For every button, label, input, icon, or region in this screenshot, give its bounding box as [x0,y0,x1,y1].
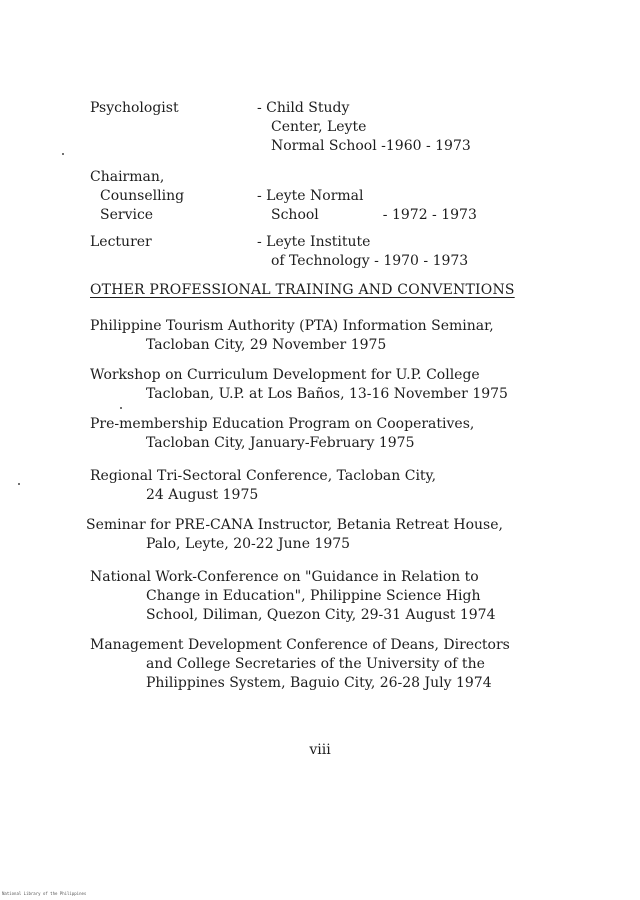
entry-continuation-line: Tacloban City, 29 November 1975 [146,337,387,353]
position-detail-line: - Child Study [257,100,350,116]
entry-first-line: Philippine Tourism Authority (PTA) Information Seminar, [90,318,494,334]
scan-speck [18,483,20,485]
position-title-line: Psychologist [90,100,179,116]
position-detail-leyte-institute [257,233,468,271]
training-entry [86,516,536,554]
position-detail-leyte-normal [257,187,477,225]
position-detail-dates: - 1970 - 1973 [374,253,469,269]
position-title-psychologist [90,99,179,118]
scan-speck [120,407,122,409]
entry-continuation-line: Change in Education", Philippine Science High [146,588,481,604]
training-entry [90,317,540,355]
position-detail-child-study [257,99,471,156]
position-title-line: Counselling [100,188,185,204]
training-entry [90,568,540,625]
entry-first-line: Regional Tri-Sectoral Conference, Tacloban City, [90,468,437,484]
training-entry [90,415,540,453]
entry-continuation-line: Tacloban City, January-February 1975 [146,435,415,451]
entry-first-line: National Work-Conference on "Guidance in Relation to [90,569,479,585]
training-entry [90,636,540,693]
training-entry [90,467,540,505]
entry-first-line: Workshop on Curriculum Development for U.P. College [90,367,480,383]
training-entry [90,366,540,404]
section-heading: OTHER PROFESSIONAL TRAINING AND CONVENTIONS [90,282,515,298]
entry-continuation-line: Palo, Leyte, 20-22 June 1975 [146,536,351,552]
position-detail-line: - Leyte Normal [257,188,364,204]
page-number: viii [309,742,331,758]
entry-continuation-line: Philippines System, Baguio City, 26-28 July 1974 [146,675,492,691]
entry-continuation-line: School, Diliman, Quezon City, 29-31 August 1974 [146,607,496,623]
position-detail-line: Normal School -1960 - 1973 [271,138,471,154]
entry-continuation-line: and College Secretaries of the University of the [146,656,485,672]
position-title-line: Lecturer [90,234,152,250]
position-detail-line: School [271,207,319,223]
position-detail-line: - Leyte Institute [257,234,371,250]
position-title-line: Service [100,207,154,223]
position-detail-line: Center, Leyte [271,119,367,135]
entry-first-line: Pre-membership Education Program on Cooperatives, [90,416,475,432]
position-title-chairman [90,168,184,225]
position-detail-dates: - 1972 - 1973 [382,207,477,223]
position-detail-line: of Technology [271,253,370,269]
footer-note: National Library of the Philippines [2,891,87,896]
position-title-lecturer [90,233,152,252]
entry-first-line: Management Development Conference of Deans, Directors [90,637,510,653]
position-title-line: Chairman, [90,169,165,185]
entry-continuation-line: 24 August 1975 [146,487,259,503]
entry-first-line: Seminar for PRE-CANA Instructor, Betania Retreat House, [86,517,503,533]
scan-speck [62,153,64,155]
entry-continuation-line: Tacloban, U.P. at Los Baños, 13-16 November 1975 [146,386,508,402]
